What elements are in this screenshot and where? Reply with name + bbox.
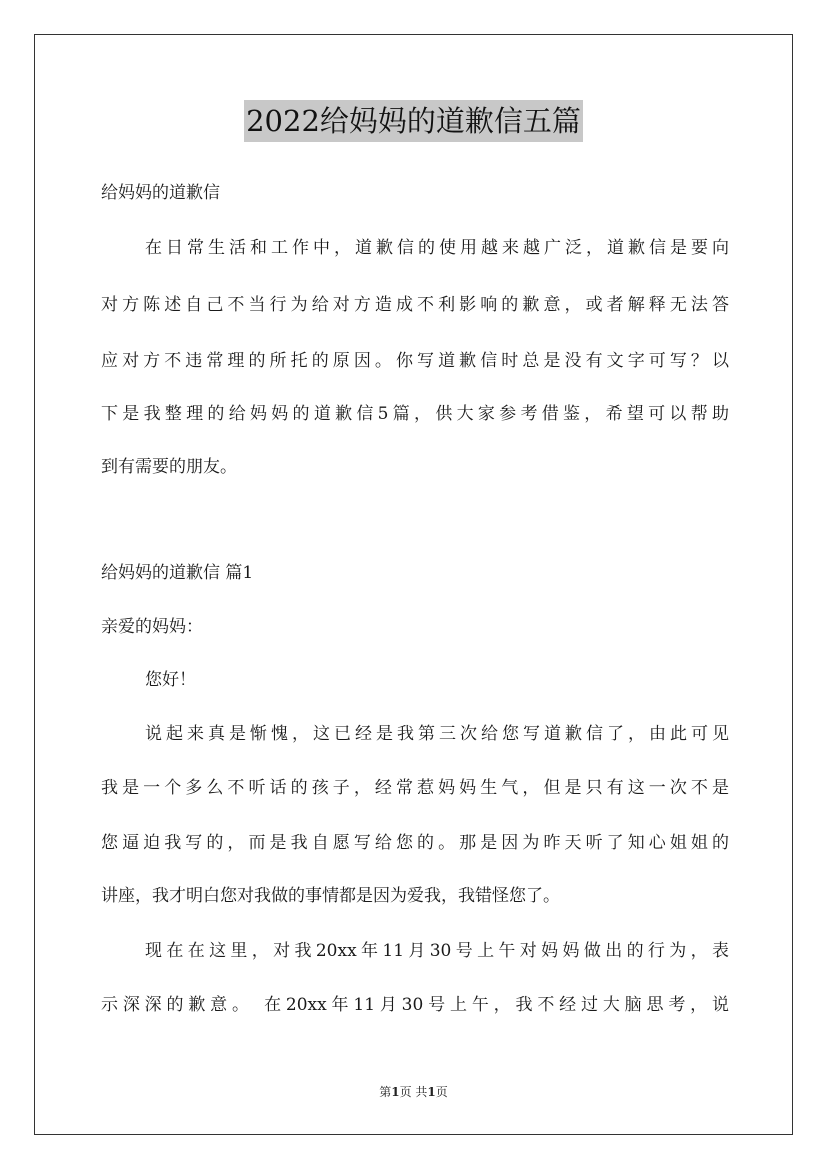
letter1-salutation: 亲爱的妈妈： <box>101 617 203 637</box>
intro-line-4: 下是我整理的给妈妈的道歉信5篇，供大家参考借鉴，希望可以帮助 <box>101 404 729 424</box>
intro-line-3: 应对方不违常理的所托的原因。你写道歉信时总是没有文字可写？以 <box>101 351 729 371</box>
intro-heading: 给妈妈的道歉信 <box>101 183 220 203</box>
intro-line-2: 对方陈述自己不当行为给对方造成不利影响的歉意，或者解释无法答 <box>101 295 729 315</box>
title-container <box>0 100 827 142</box>
footer-prefix: 第 <box>379 1085 392 1099</box>
letter1-para2-line-2: 示深深的歉意。 在20xx年11月30号上午，我不经过大脑思考，说 <box>101 995 729 1015</box>
footer-page-number: 1 <box>391 1085 400 1099</box>
footer-mid: 页 共 <box>399 1085 428 1099</box>
letter1-para1-line-1: 说起来真是惭愧，这已经是我第三次给您写道歉信了，由此可见 <box>145 724 729 744</box>
letter1-para1-line-3: 您逼迫我写的，而是我自愿写给您的。那是因为昨天听了知心姐姐的 <box>101 833 729 853</box>
letter1-para1-line-4: 讲座，我才明白您对我做的事情都是因为爱我，我错怪您了。 <box>101 886 560 906</box>
intro-line-5: 到有需要的朋友。 <box>101 457 237 477</box>
letter1-para2-line-1: 现在在这里，对我20xx年11月30号上午对妈妈做出的行为，表 <box>145 941 729 961</box>
letter1-greeting: 您好！ <box>145 670 196 690</box>
document-title: 2022给妈妈的道歉信五篇 <box>244 100 583 142</box>
page-footer <box>0 1085 827 1099</box>
footer-total-pages: 1 <box>427 1085 436 1099</box>
letter1-para1-line-2: 我是一个多么不听话的孩子，经常惹妈妈生气，但是只有这一次不是 <box>101 778 729 798</box>
intro-line-1: 在日常生活和工作中，道歉信的使用越来越广泛，道歉信是要向 <box>145 238 729 258</box>
letter1-heading: 给妈妈的道歉信 篇1 <box>101 563 254 583</box>
footer-suffix: 页 <box>435 1085 448 1099</box>
